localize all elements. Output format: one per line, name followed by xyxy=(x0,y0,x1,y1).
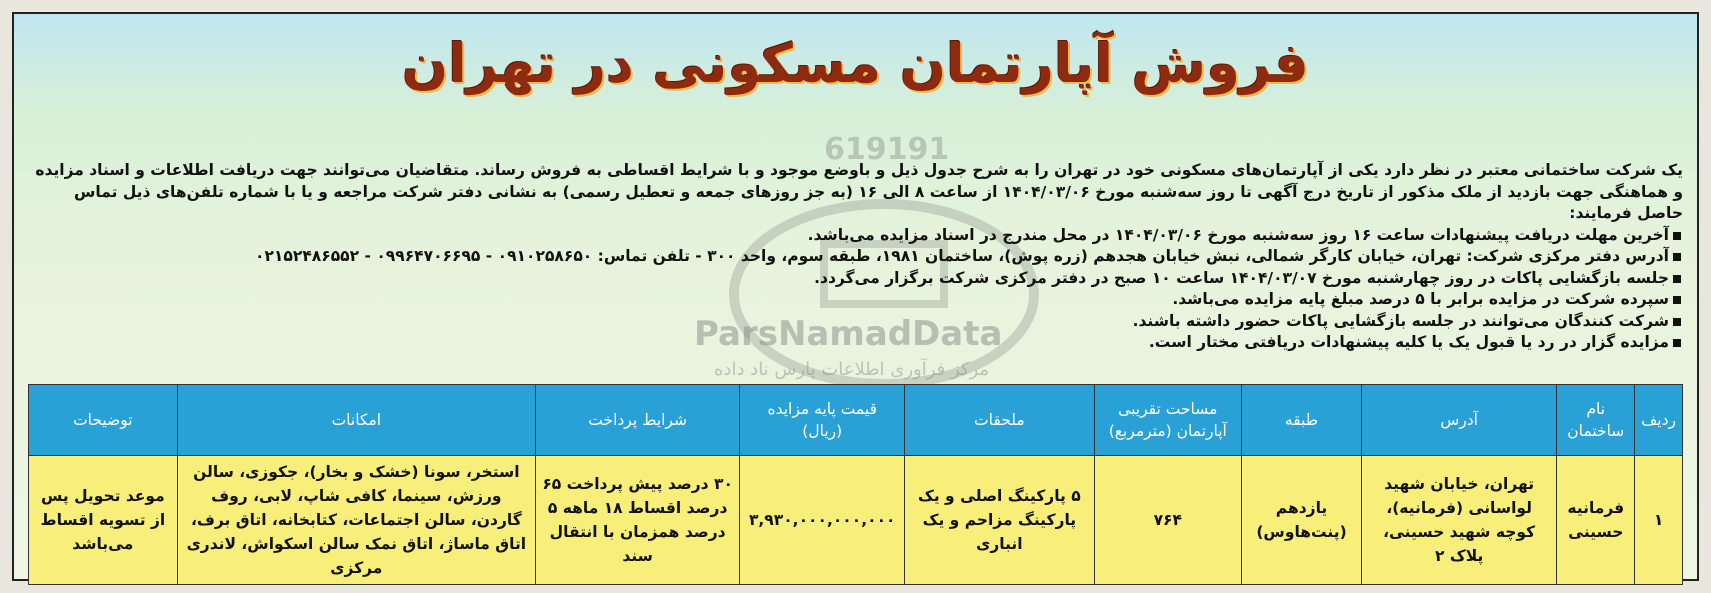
condition-item: سپرده شرکت در مزایده برابر با ۵ درصد مبلغ پایه مزایده می‌باشد. xyxy=(28,289,1683,311)
cell-extras: ۵ پارکینگ اصلی و یک پارکینگ مزاحم و یک انباری xyxy=(905,456,1094,585)
condition-item: جلسه بازگشایی پاکات در روز چهارشنبه مورخ ۱۴۰۴/۰۳/۰۷ ساعت ۱۰ صبح در دفتر مرکزی شرکت برگزار می‌گردد. xyxy=(28,268,1683,290)
watermark-subtitle: مرکز فرآوری اطلاعات پارس ناد داده xyxy=(714,359,990,380)
header-base-price: قیمت پایه مزایده (ریال) xyxy=(740,385,905,456)
table-row xyxy=(29,456,1683,585)
ad-title: فروش آپارتمان مسکونی در تهران xyxy=(402,32,1309,95)
table-header-row xyxy=(29,385,1683,456)
condition-item: آدرس دفتر مرکزی شرکت: تهران، خیابان کارگر شمالی، نبش خیابان هجدهم (زره پوش)، ساختمان ۱۹۸۱، طبقه سوم، واحد ۳۰۰ - تلفن تماس: ۰۹۱۰۲۵۸۶۵۰ - ۰۹۹۶۴۷۰۶۶۹۵ - ۰۲۱۵۲۴۸۶۵۵۲ xyxy=(28,246,1683,268)
header-row-number: ردیف xyxy=(1635,385,1683,456)
watermark-code: 619191 xyxy=(824,132,950,167)
advertisement xyxy=(12,12,1699,581)
cell-building-name: فرمانیه حسینی xyxy=(1557,456,1635,585)
intro-paragraph: یک شرکت ساختمانی معتبر در نظر دارد یکی از آپارتمان‌های مسکونی خود در تهران را به شرح جدول ذیل و باوضع موجود و با شرایط اقساطی به فروش رساند. متقاضیان می‌توانند جهت دریافت اطلاعات و اسناد مزایده و هماهنگی جهت بازدید از ملک مذکور از تاریخ درج آگهی تا روز سه‌شنبه مورخ ۱۴۰۴/۰۳/۰۶ از ساعت ۸ الی ۱۶ (به جز روزهای جمعه و تعطیل رسمی) به نشانی دفتر شرکت مراجعه و یا با شماره تلفن‌های ذیل تماس حاصل فرمایند: xyxy=(35,161,1683,222)
header-area: مساحت تقریبی آپارتمان (مترمربع) xyxy=(1094,385,1242,456)
condition-item: آخرین مهلت دریافت پیشنهادات ساعت ۱۶ روز سه‌شنبه مورخ ۱۴۰۴/۰۳/۰۶ در محل مندرج در اسناد مزایده می‌باشد. xyxy=(28,225,1683,247)
cell-area: ۷۶۴ xyxy=(1094,456,1242,585)
cell-amenities: استخر، سونا (خشک و بخار)، جکوزی، سالن ورزش، سینما، کافی شاپ، لابی، روف گاردن، سالن اجتماعات، کتابخانه، اتاق برف، اتاق ماساژ، اتاق نمک سالن اسکواش، لاندری مرکزی xyxy=(177,456,535,585)
ad-body xyxy=(28,160,1683,354)
condition-item: مزایده گزار در رد یا قبول یک یا کلیه پیشنهادات دریافتی مختار است. xyxy=(28,332,1683,354)
header-building-name: نام ساختمان xyxy=(1557,385,1635,456)
condition-item: شرکت کنندگان می‌توانند در جلسه بازگشایی پاکات حضور داشته باشند. xyxy=(28,311,1683,333)
conditions-list xyxy=(28,225,1683,354)
cell-payment-terms: ۳۰ درصد پیش پرداخت ۶۵ درصد اقساط ۱۸ ماهه ۵ درصد همزمان با انتقال سند xyxy=(536,456,740,585)
header-payment-terms: شرایط پرداخت xyxy=(536,385,740,456)
header-floor: طبقه xyxy=(1242,385,1362,456)
watermark-brand: ParsNamadData xyxy=(694,314,1003,354)
cell-base-price: ۳,۹۳۰,۰۰۰,۰۰۰,۰۰۰ xyxy=(740,456,905,585)
header-amenities: امکانات xyxy=(177,385,535,456)
property-table xyxy=(28,384,1683,585)
cell-notes: موعد تحویل پس از تسویه اقساط می‌باشد xyxy=(29,456,178,585)
cell-address: تهران، خیابان شهید لواسانی (فرمانیه)، کوچه شهید حسینی، پلاک ۲ xyxy=(1361,456,1556,585)
header-notes: توضیحات xyxy=(29,385,178,456)
header-address: آدرس xyxy=(1361,385,1556,456)
header-extras: ملحقات xyxy=(905,385,1094,456)
cell-floor: یازدهم (پنت‌هاوس) xyxy=(1242,456,1362,585)
cell-row-number: ۱ xyxy=(1635,456,1683,585)
